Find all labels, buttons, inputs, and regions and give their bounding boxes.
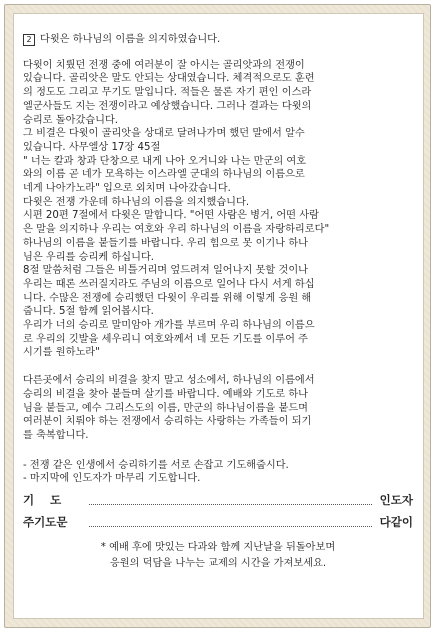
section-title: 다윗은 하나님의 이름을 의지하였습니다. bbox=[40, 34, 221, 45]
prayer-label: 기 도 bbox=[23, 493, 62, 508]
lords-prayer-leader: 다같이 bbox=[379, 515, 413, 530]
body-paragraph-1: 다윗이 치뤘던 전쟁 중에 여러분이 잘 아시는 골리앗과의 전쟁이 있습니다. 골리앗은 말도 안되는 상대였습니다. 체격적으로도 훈련 의 정도도 그리고 무기도 말입니다. 적들은 물론 자기 편인 이스라 엘군사들도 지는 전쟁이라고 예상했습니다. 그러나 결과는 다윗의 승리로 돌아갔습니다. 그 비결은 다윗이 골리앗을 상대로 달려나가며 했던 말에서 알수 있습니다. 사무엘상 17장 45절 " 너는 칼과 창과 단창으로 내게 나아 오거니와 나는 만군의 여호 와의 이름 곧 네가 모욕하는 이스라엘 군대의 하나님의 이름으로 네게 나아가노라" 입으로 외치며 나아갔습니다. 다윗은 전쟁 가운데 하나님의 이름을 의지했습니다. 시편 20편 7절에서 다윗은 말합니다. "어떤 사람은 병거, 어떤 사람 은 말을 의지하나 우리는 여호와 우리 하나님의 이름을 자랑하리로다" 하나님의 이름을 붙들기를 바랍니다. 우리 힘으로 못 이기나 하나 님은 우리를 승리케 하십니다. 8절 말씀처럼 그들은 비틀거리며 엎드려져 일어나지 못할 것이나 우리는 때론 쓰러질지라도 주님의 이름으로 일어나 다시 서게 하십 니다. 수많은 전쟁에 승리했던 다윗이 우리를 위해 이렇게 응원 해 줍니다. 5절 함께 읽어봅시다. 우리가 너의 승리로 말미암아 개가를 부르며 우리 하나님의 이름으 로 우리의 깃발을 세우리니 여호와께서 네 모든 기도를 이루어 주 시기를 원하노라" bbox=[23, 59, 330, 359]
prayer-row bbox=[23, 490, 413, 512]
dotted-leader bbox=[89, 520, 372, 527]
section-number-box: 2 bbox=[23, 34, 35, 46]
lords-prayer-row bbox=[23, 512, 413, 534]
bullet-list: - 전쟁 같은 인생에서 승리하기를 서로 손잡고 기도해줍시다. - 마지막에 인도자가 마무리 기도합니다. bbox=[23, 459, 289, 485]
section-heading bbox=[23, 33, 413, 47]
document-content bbox=[23, 33, 413, 572]
closing-note: * 예배 후에 맛있는 다과와 함께 지난날을 뒤돌아보며 응원의 덕담을 나누는 교제의 시간을 가져보세요. bbox=[100, 542, 336, 570]
dotted-leader bbox=[89, 498, 372, 505]
paragraph-gap bbox=[23, 443, 413, 457]
paragraph-gap bbox=[23, 360, 413, 374]
lords-prayer-label: 주기도문 bbox=[23, 515, 68, 530]
prayer-leader: 인도자 bbox=[379, 493, 413, 508]
body-paragraph-2: 다른곳에서 승리의 비결을 찾지 말고 성소에서, 하나님의 이름에서 승리의 비결을 찾아 붙들며 살기를 바랍니다. 예배와 기도로 하나 님을 붙들고, 예수 그리스도의 이름, 만군의 하나님이름을 붙드며 여러분이 치뤄야 하는 전쟁에서 승리하는 사랑하는 가족들이 되기 를 축복합니다. bbox=[23, 375, 315, 441]
